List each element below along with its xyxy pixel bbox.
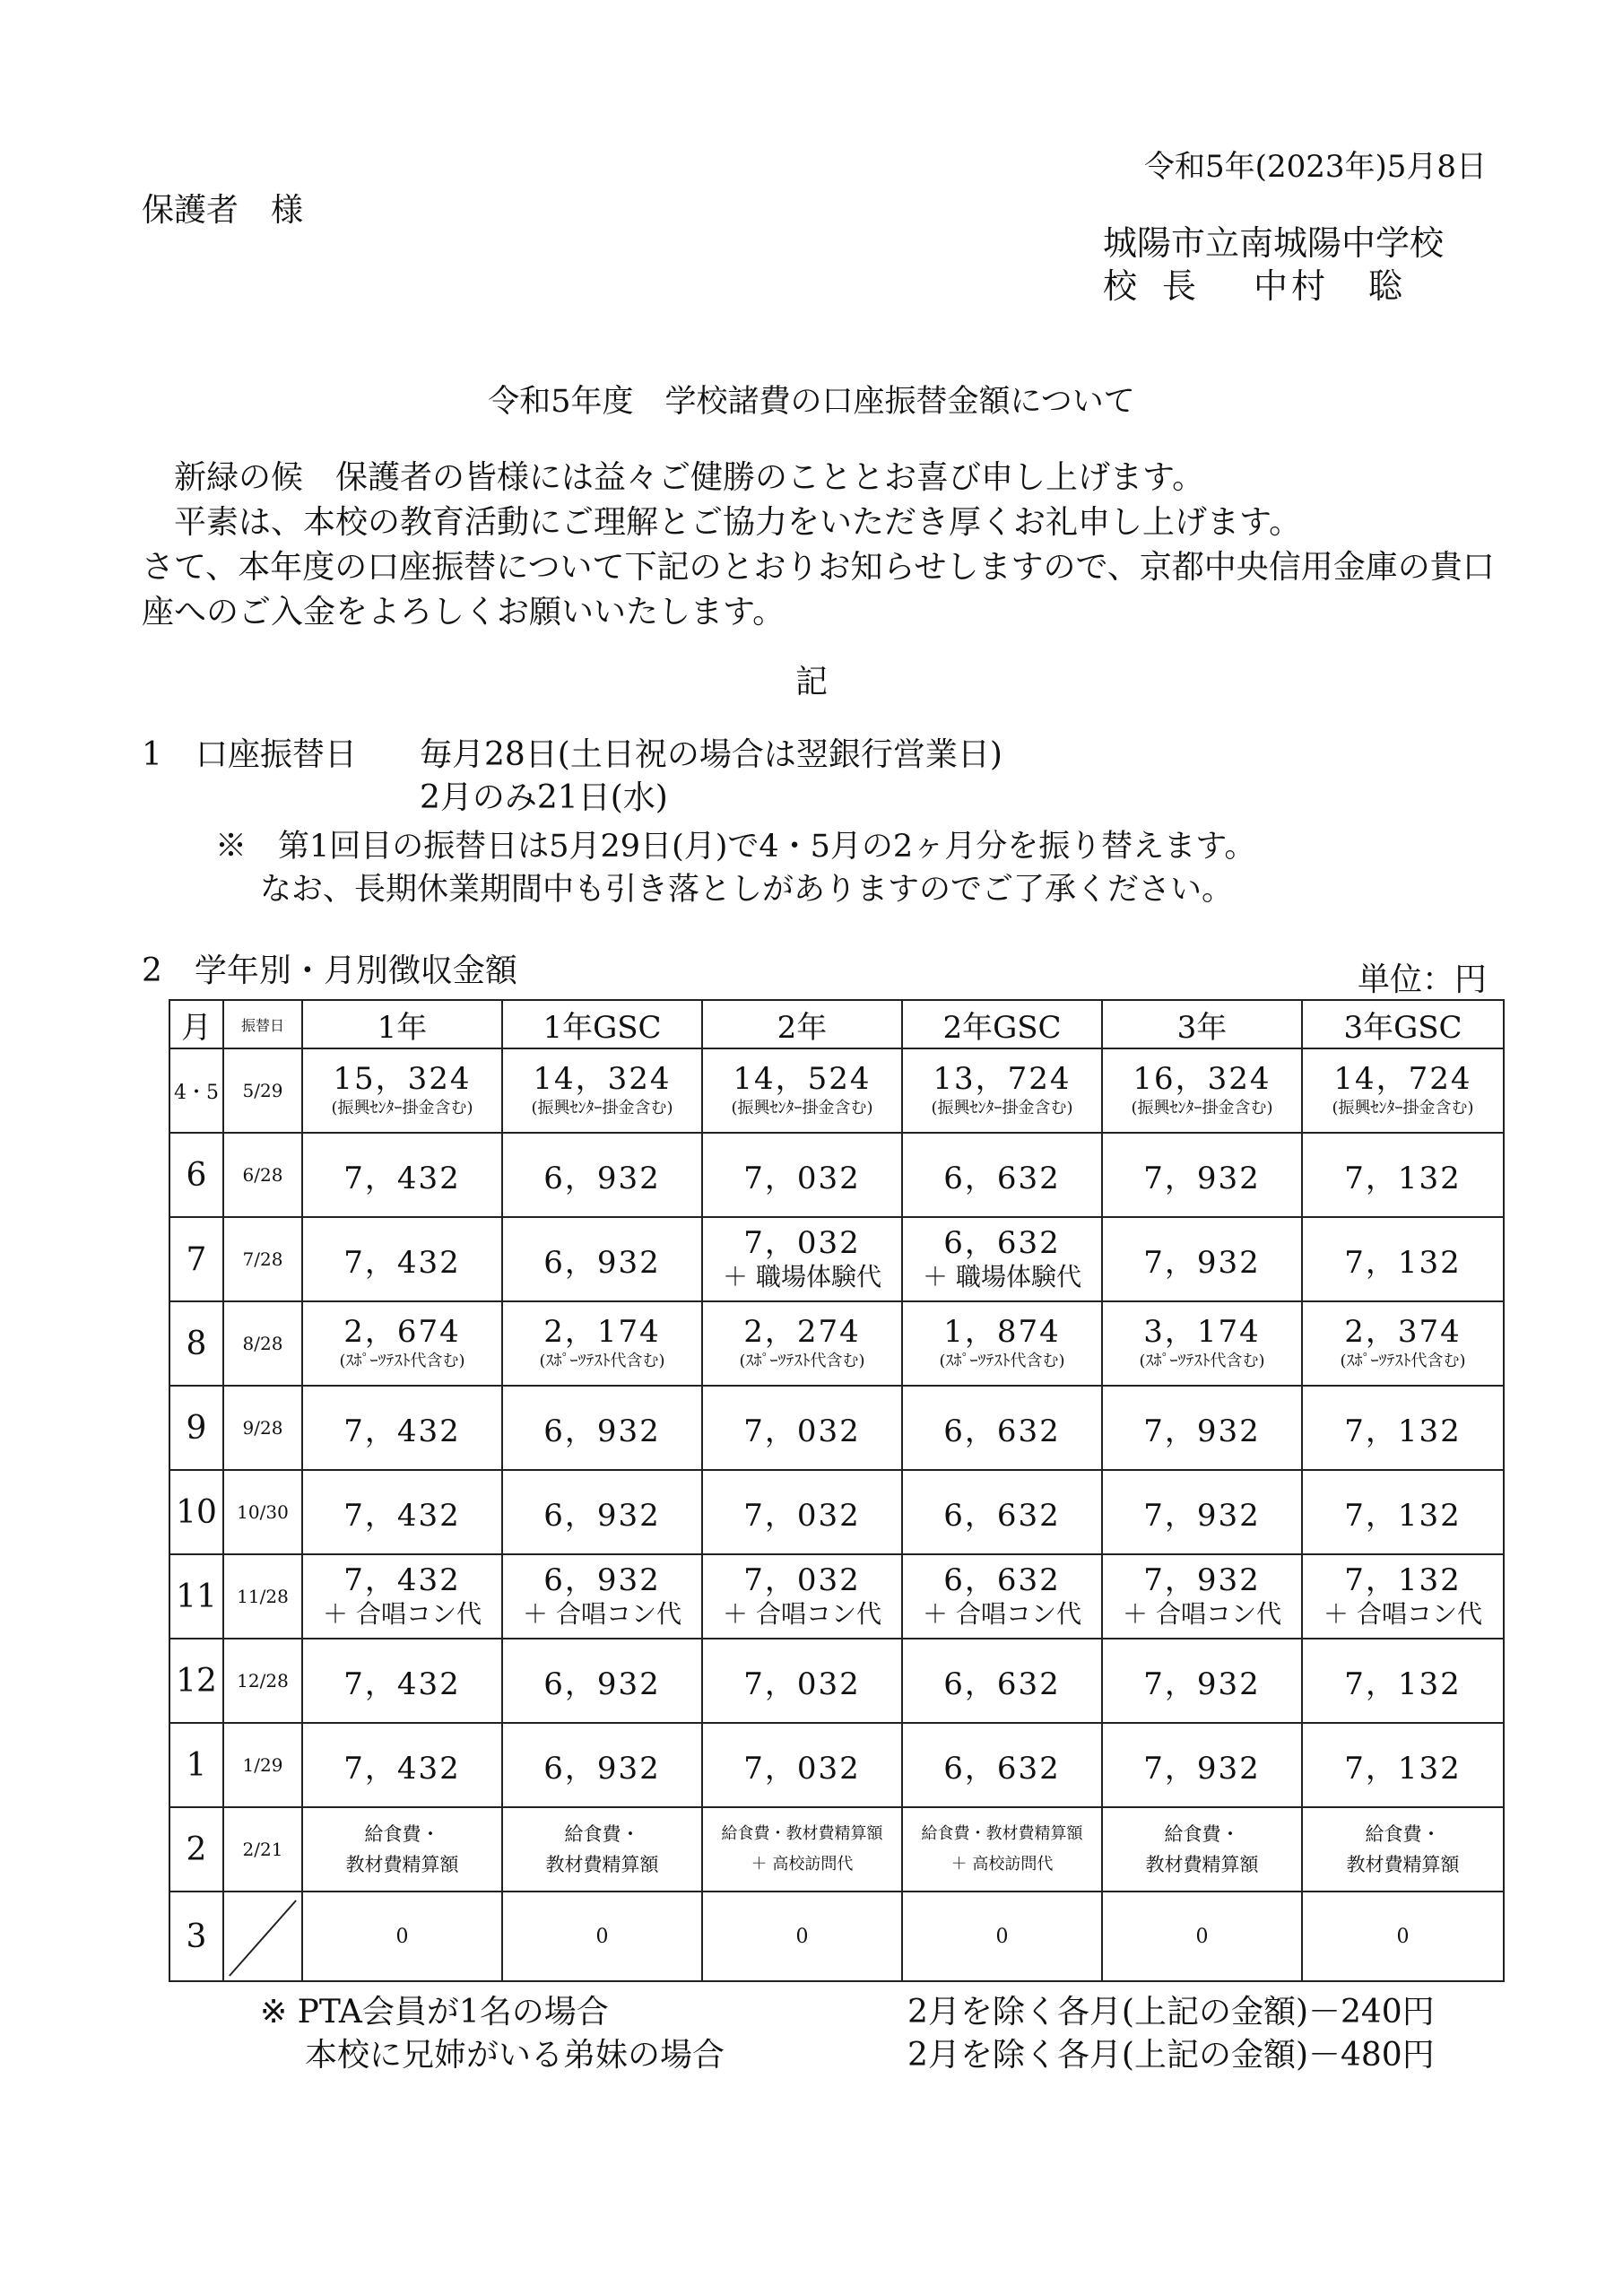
row-month: 2 [169, 1807, 223, 1892]
discount-amounts [907, 1991, 1435, 2077]
fee-amount: 0 [902, 1892, 1102, 1981]
fee-cell [702, 1807, 902, 1892]
discount-sibling-amount: 2月を除く各月(上記の金額)－480円 [907, 2037, 1435, 2074]
fee-amount: 7，132 [1302, 1133, 1504, 1217]
body-paragraph-1: 新緑の候 保護者の皆様には益々ご健勝のこととお喜び申し上げます。 [174, 459, 1205, 496]
row-date: 1/29 [223, 1723, 302, 1807]
fee-note: (振興ｾﾝﾀｰ掛金含む) [731, 1099, 873, 1118]
fee-amount: 2，174 [543, 1314, 661, 1350]
row-month: 7 [169, 1217, 223, 1301]
header-grade-2-gsc: 2年GSC [902, 1000, 1102, 1048]
section-1-note [215, 825, 1255, 911]
fee-text-line-2: ＋ 高校訪問代 [751, 1855, 854, 1874]
row-month: 8 [169, 1301, 223, 1386]
fee-text-line-2: 教材費精算額 [1145, 1854, 1259, 1875]
fee-note: (振興ｾﾝﾀｰ掛金含む) [1332, 1099, 1474, 1118]
fee-cell [1302, 1301, 1504, 1386]
principal-name-2: 聡 [1368, 266, 1407, 306]
body-paragraph-3: さて、本年度の口座振替について下記のとおりお知らせしますので、京都中央信用金庫の貴口座へのご入金をよろしくお願いいたします。 [142, 549, 1495, 631]
fee-amount: 1，874 [943, 1314, 1061, 1350]
section-1-number: 1 [142, 736, 162, 773]
fee-amount: 6，632 [902, 1723, 1102, 1807]
fee-cell [302, 1301, 502, 1386]
fee-amount: 7，032 [743, 1225, 861, 1261]
table-row [169, 1217, 1504, 1301]
body-text [142, 456, 1514, 635]
header-grade-2: 2年 [702, 1000, 902, 1048]
fee-amount: 0 [1302, 1892, 1504, 1981]
fee-amount: 16，324 [1133, 1061, 1271, 1097]
fee-amount: 6，932 [502, 1386, 702, 1470]
fee-cell [302, 1554, 502, 1639]
fee-amount: 7，032 [702, 1470, 902, 1554]
fee-amount: 6，632 [902, 1133, 1102, 1217]
row-month: 3 [169, 1892, 223, 1981]
fee-amount: 7，932 [1102, 1217, 1302, 1301]
table-row [169, 1048, 1504, 1133]
row-month: 11 [169, 1554, 223, 1639]
fee-amount: 7，932 [1143, 1562, 1261, 1598]
fee-addition: ＋ 合唱コン代 [523, 1599, 681, 1629]
fee-cell [1102, 1554, 1302, 1639]
fee-amount: 7，032 [743, 1562, 861, 1598]
fee-amount: 7，032 [702, 1639, 902, 1723]
table-row [169, 1554, 1504, 1639]
fee-amount: 0 [1102, 1892, 1302, 1981]
row-date: 10/30 [223, 1470, 302, 1554]
fee-note: (ｽﾎﾟｰﾂﾃｽﾄ代含む) [1340, 1352, 1466, 1370]
fee-amount: 6，932 [502, 1639, 702, 1723]
fee-amount: 7，932 [1102, 1639, 1302, 1723]
fee-cell [502, 1048, 702, 1133]
fee-cell [702, 1048, 902, 1133]
fee-cell [702, 1554, 902, 1639]
fee-amount: 6，632 [943, 1225, 1061, 1261]
fee-amount: 14，324 [533, 1061, 672, 1097]
fee-amount: 7，132 [1302, 1723, 1504, 1807]
note-line-1: ※ 第1回目の振替日は5月29日(月)で4・5月の2ヶ月分を振り替えます。 [215, 829, 1256, 865]
fee-amount: 13，724 [933, 1061, 1072, 1097]
fee-amount: 0 [302, 1892, 502, 1981]
fee-text-line-1: 給食費・教材費精算額 [721, 1824, 883, 1843]
discount-notes [260, 1991, 725, 2077]
principal-title-2: 長 [1162, 266, 1201, 306]
fee-amount: 6，632 [902, 1470, 1102, 1554]
row-date: 12/28 [223, 1639, 302, 1723]
fee-text-line-2: 教材費精算額 [1346, 1854, 1460, 1875]
table-row [169, 1133, 1504, 1217]
table-row [169, 1386, 1504, 1470]
fee-amount: 6，932 [502, 1723, 702, 1807]
fee-cell [702, 1301, 902, 1386]
header-grade-3: 3年 [1102, 1000, 1302, 1048]
fee-amount: 6，632 [902, 1639, 1102, 1723]
issue-date: 令和5年(2023年)5月8日 [1144, 149, 1487, 185]
fee-note: (振興ｾﾝﾀｰ掛金含む) [1131, 1099, 1273, 1118]
fee-amount: 7，432 [302, 1639, 502, 1723]
table-row [169, 1301, 1504, 1386]
fee-amount: 7，932 [1102, 1470, 1302, 1554]
school-name: 城陽市立南城陽中学校 [1103, 223, 1445, 263]
principal-name-1: 中村 [1254, 266, 1330, 306]
header-grade-1-gsc: 1年GSC [502, 1000, 702, 1048]
fee-amount: 7，932 [1102, 1386, 1302, 1470]
row-date: 8/28 [223, 1301, 302, 1386]
no-transfer-slash [223, 1892, 302, 1981]
fee-amount: 7，032 [702, 1133, 902, 1217]
fee-amount: 0 [702, 1892, 902, 1981]
fee-amount: 7，432 [302, 1133, 502, 1217]
fee-amount: 7，132 [1344, 1562, 1462, 1598]
fee-note: (ｽﾎﾟｰﾂﾃｽﾄ代含む) [739, 1352, 865, 1370]
unit-label: 単位：円 [1357, 961, 1487, 998]
fee-cell [902, 1554, 1102, 1639]
table-row [169, 1639, 1504, 1723]
fee-amount: 3，174 [1143, 1314, 1261, 1350]
fee-text-line-1: 給食費・ [1164, 1823, 1240, 1845]
fee-cell [1102, 1807, 1302, 1892]
header-grade-1: 1年 [302, 1000, 502, 1048]
fee-cell [902, 1301, 1102, 1386]
table-row [169, 1723, 1504, 1807]
fee-amount: 0 [502, 1892, 702, 1981]
fee-amount: 14，724 [1333, 1061, 1472, 1097]
row-month: 9 [169, 1386, 223, 1470]
discount-pta-amount: 2月を除く各月(上記の金額)－240円 [907, 1994, 1435, 2031]
fee-cell [702, 1217, 902, 1301]
row-month: 10 [169, 1470, 223, 1554]
fee-amount: 7，432 [302, 1217, 502, 1301]
fee-note: (ｽﾎﾟｰﾂﾃｽﾄ代含む) [939, 1352, 1065, 1370]
fee-cell [1102, 1048, 1302, 1133]
fee-amount: 14，524 [733, 1061, 872, 1097]
fee-text-line-2: 教材費精算額 [345, 1854, 459, 1875]
fee-cell [1102, 1301, 1302, 1386]
discount-pta-label: ※ PTA会員が1名の場合 [260, 1994, 609, 2031]
body-paragraph-2: 平素は、本校の教育活動にご理解とご協力をいただき厚くお礼申し上げます。 [174, 504, 1302, 541]
fee-cell [502, 1301, 702, 1386]
header-month: 月 [169, 1000, 223, 1048]
fee-amount: 7，432 [302, 1470, 502, 1554]
fee-amount: 7，132 [1302, 1639, 1504, 1723]
table-row [169, 1807, 1504, 1892]
document-title: 令和5年度 学校諸費の口座振替金額について [488, 384, 1135, 420]
fee-note: (ｽﾎﾟｰﾂﾃｽﾄ代含む) [1139, 1352, 1265, 1370]
fee-cell [302, 1807, 502, 1892]
fee-text-line-1: 給食費・教材費精算額 [921, 1824, 1083, 1843]
fee-cell [902, 1217, 1102, 1301]
fee-amount: 7，132 [1302, 1217, 1504, 1301]
fee-amount: 7，032 [702, 1386, 902, 1470]
fee-amount: 7，032 [702, 1723, 902, 1807]
fee-text-line-1: 給食費・ [364, 1823, 440, 1845]
row-month: 1 [169, 1723, 223, 1807]
fee-amount: 6，632 [943, 1562, 1061, 1598]
row-date: 2/21 [223, 1807, 302, 1892]
header-grade-3-gsc: 3年GSC [1302, 1000, 1504, 1048]
table-row [169, 1470, 1504, 1554]
fee-addition: ＋ 合唱コン代 [923, 1599, 1081, 1629]
fee-amount: 6，932 [543, 1562, 661, 1598]
row-month: 12 [169, 1639, 223, 1723]
fee-addition: ＋ 職場体験代 [723, 1262, 881, 1292]
fee-text-line-2: 教材費精算額 [545, 1854, 659, 1875]
row-date: 7/28 [223, 1217, 302, 1301]
fee-amount: 2，674 [343, 1314, 461, 1350]
fee-addition: ＋ 合唱コン代 [723, 1599, 881, 1629]
fee-amount: 7，132 [1302, 1386, 1504, 1470]
fee-cell [1302, 1554, 1504, 1639]
fee-cell [302, 1048, 502, 1133]
fee-text-line-2: ＋ 高校訪問代 [950, 1855, 1054, 1874]
fee-amount: 6，932 [502, 1470, 702, 1554]
section-2-title: 2 学年別・月別徴収金額 [142, 952, 517, 989]
header-date: 振替日 [223, 1000, 302, 1048]
fee-note: (振興ｾﾝﾀｰ掛金含む) [331, 1099, 473, 1118]
section-1 [142, 734, 1002, 820]
diagonal-slash-icon [224, 1893, 301, 1979]
fee-amount: 7，932 [1102, 1723, 1302, 1807]
section-1-line-1: 毎月28日(土日祝の場合は翌銀行営業日) [420, 736, 1002, 773]
fee-amount: 2，274 [743, 1314, 861, 1350]
addressee: 保護者 様 [142, 192, 304, 229]
row-date: 11/28 [223, 1554, 302, 1639]
fee-amount: 7，432 [302, 1386, 502, 1470]
fee-amount: 2，374 [1344, 1314, 1462, 1350]
fee-cell [902, 1807, 1102, 1892]
fee-cell [902, 1048, 1102, 1133]
section-1-label: 口座振替日 [195, 736, 358, 773]
fee-amount: 6，632 [902, 1386, 1102, 1470]
fee-amount: 7，932 [1102, 1133, 1302, 1217]
row-date: 5/29 [223, 1048, 302, 1133]
fee-addition: ＋ 合唱コン代 [323, 1599, 482, 1629]
fee-cell [1302, 1807, 1504, 1892]
principal-line [1103, 258, 1406, 308]
fee-note: (振興ｾﾝﾀｰ掛金含む) [931, 1099, 1073, 1118]
table-header-row [169, 1000, 1504, 1048]
fee-addition: ＋ 合唱コン代 [1123, 1599, 1281, 1629]
fee-note: (ｽﾎﾟｰﾂﾃｽﾄ代含む) [339, 1352, 465, 1370]
fee-amount: 6，932 [502, 1217, 702, 1301]
fee-addition: ＋ 職場体験代 [923, 1262, 1081, 1292]
fee-text-line-1: 給食費・ [1365, 1823, 1441, 1845]
fee-cell [1302, 1048, 1504, 1133]
fee-amount: 7，432 [343, 1562, 461, 1598]
fee-text-line-1: 給食費・ [564, 1823, 640, 1845]
row-date: 6/28 [223, 1133, 302, 1217]
row-month: 6 [169, 1133, 223, 1217]
discount-sibling-label: 本校に兄姉がいる弟妹の場合 [305, 2037, 725, 2074]
fee-amount: 6，932 [502, 1133, 702, 1217]
fee-cell [502, 1807, 702, 1892]
row-date: 9/28 [223, 1386, 302, 1470]
table-row [169, 1892, 1504, 1981]
fee-amount: 7，432 [302, 1723, 502, 1807]
note-line-2: なお、長期休業期間中も引き落としがありますのでご了承ください。 [260, 872, 1234, 908]
fee-table [169, 999, 1505, 1982]
ki-heading: 記 [794, 664, 828, 700]
fee-note: (振興ｾﾝﾀｰ掛金含む) [531, 1099, 673, 1118]
fee-addition: ＋ 合唱コン代 [1324, 1599, 1482, 1629]
fee-amount: 7，132 [1302, 1470, 1504, 1554]
row-month: 4・5 [169, 1048, 223, 1133]
principal-title-1: 校 [1103, 266, 1141, 306]
fee-note: (ｽﾎﾟｰﾂﾃｽﾄ代含む) [539, 1352, 665, 1370]
section-1-line-2: 2月のみ21日(水) [420, 779, 668, 816]
fee-amount: 15，324 [333, 1061, 472, 1097]
fee-cell [502, 1554, 702, 1639]
